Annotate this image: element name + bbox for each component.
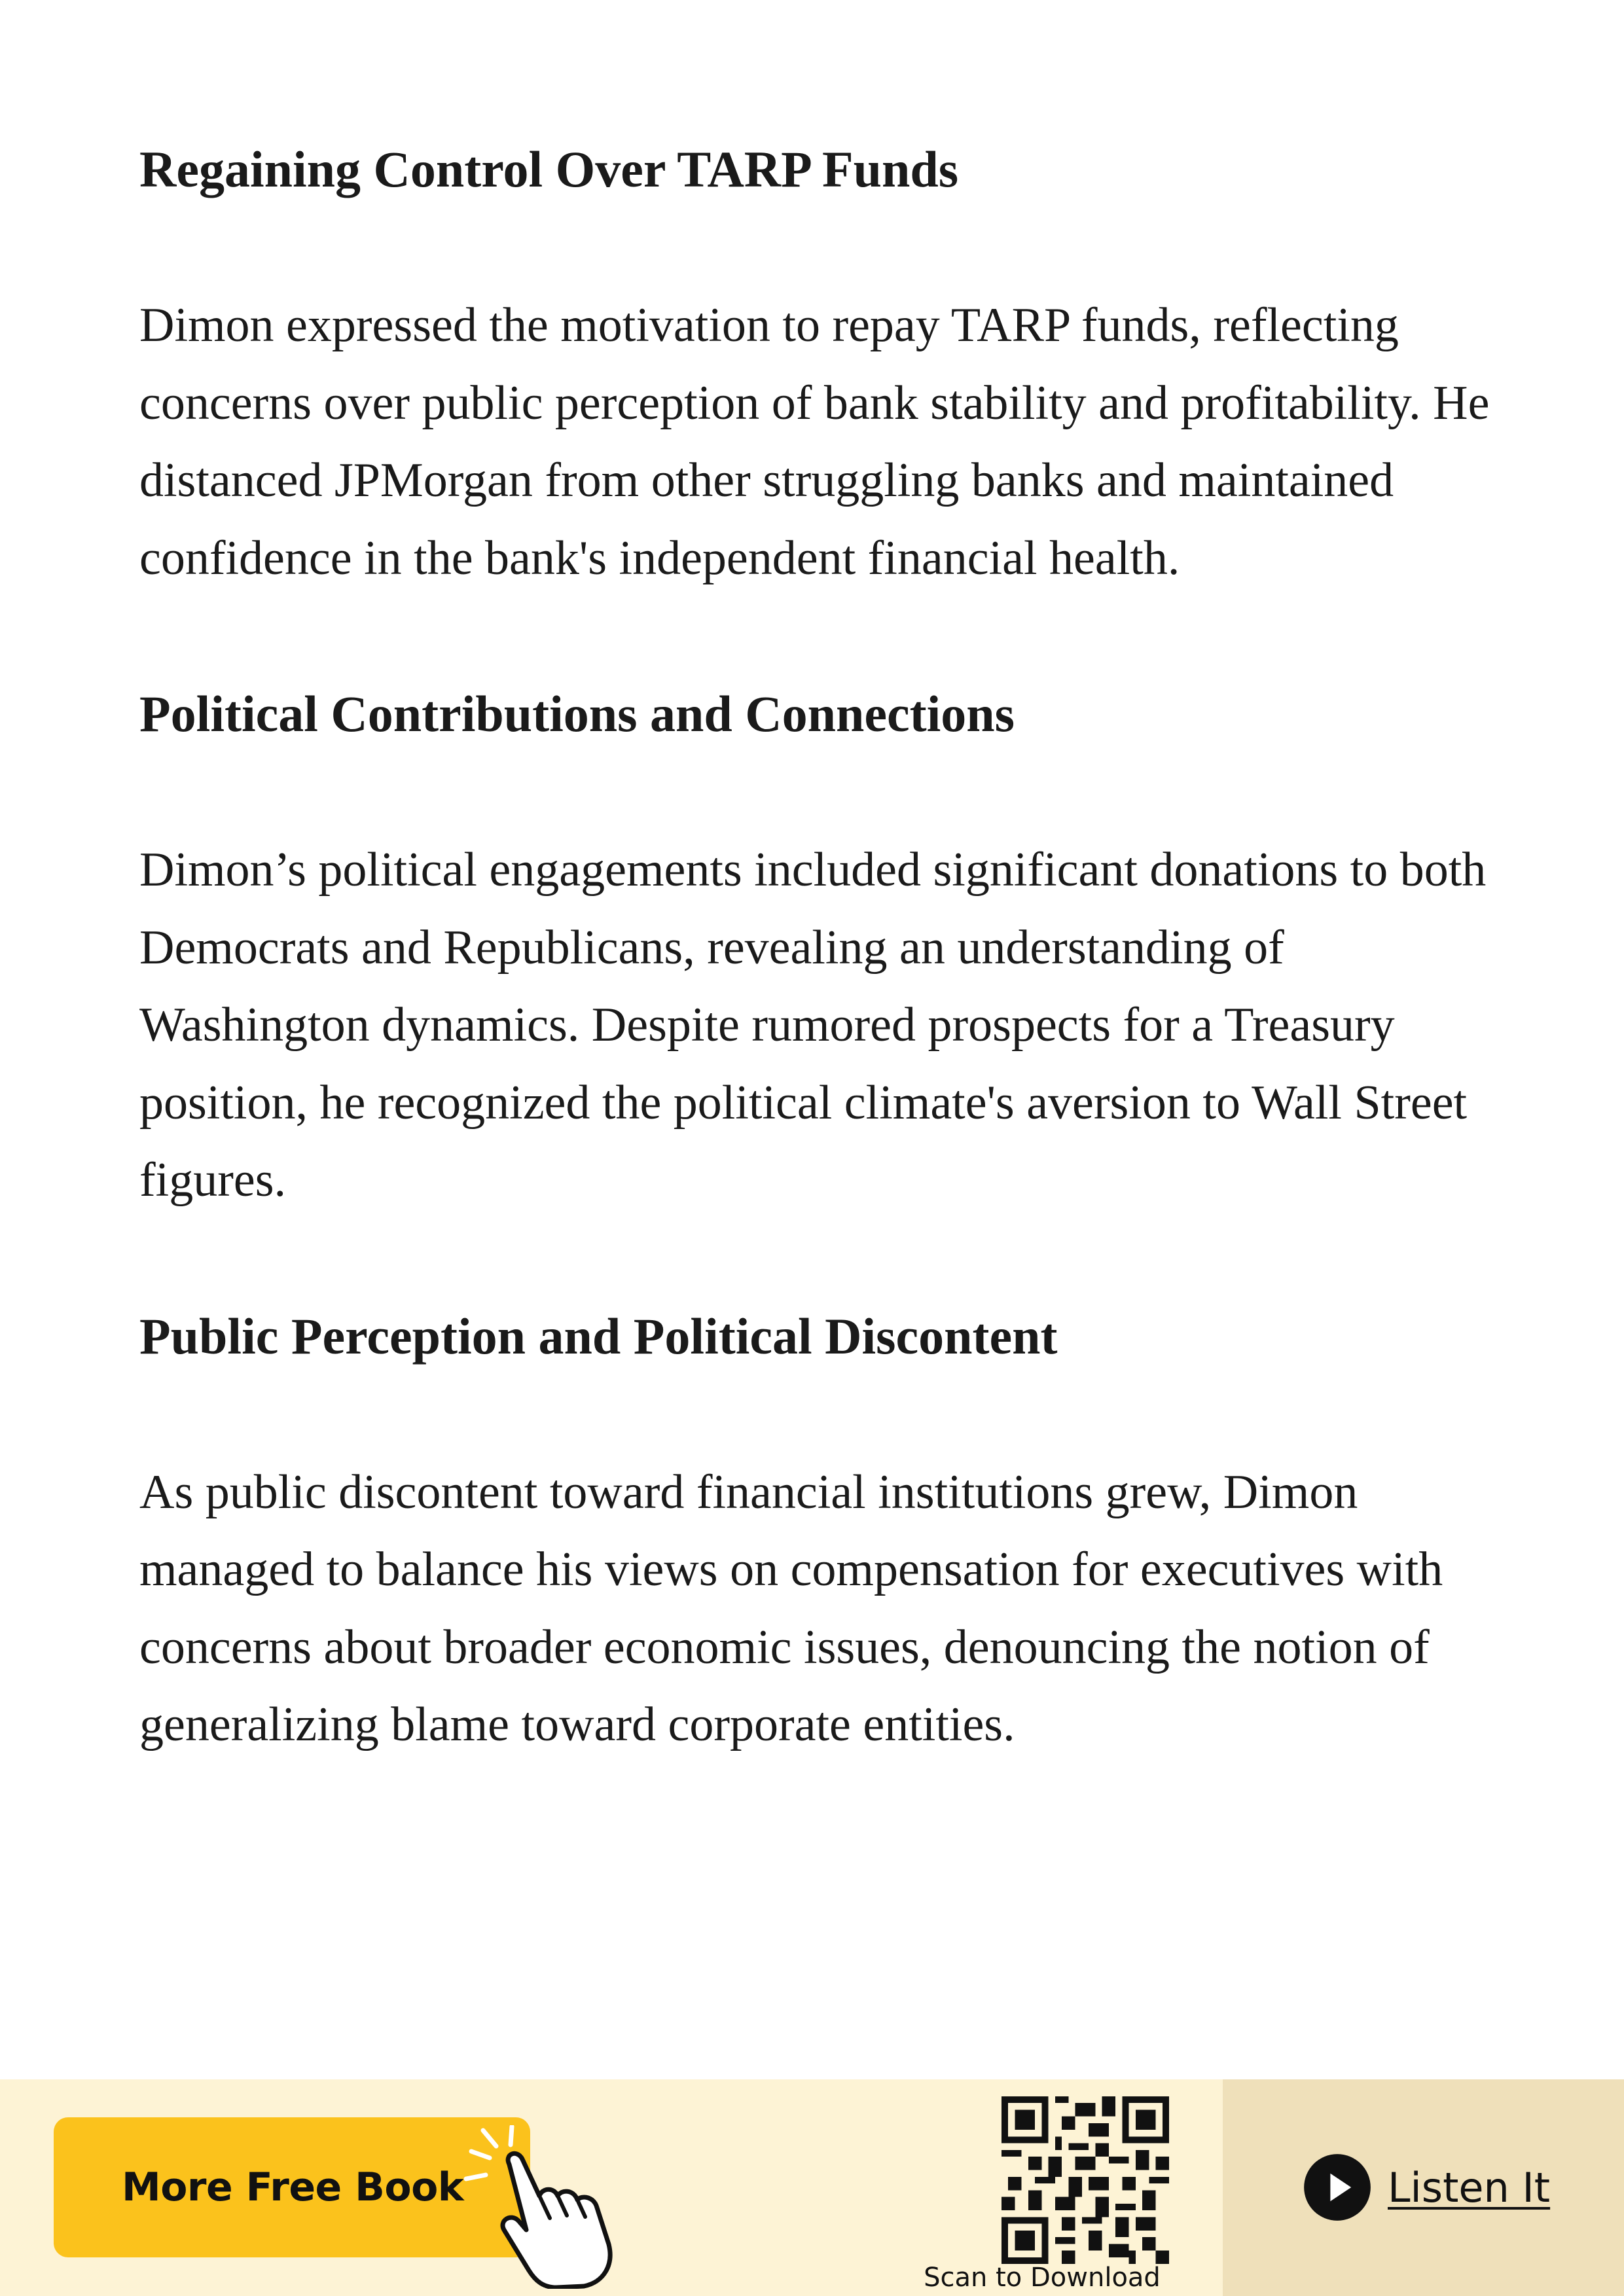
section-heading: Political Contributions and Connections bbox=[139, 685, 1015, 742]
pointing-hand-icon bbox=[458, 2125, 628, 2289]
section-paragraph: Dimon expressed the motivation to repay TARP funds, reflecting concerns over public perception of bank stability and profitability. He distanced JPMorgan from other struggling banks and maintained confidence in the bank's independent financial health. bbox=[139, 298, 1490, 585]
section-heading: Regaining Control Over TARP Funds bbox=[139, 141, 959, 198]
qr-caption: Scan to Download bbox=[924, 2263, 1161, 2293]
section-public-perception bbox=[139, 1298, 1501, 1764]
article-content bbox=[139, 131, 1501, 1842]
section-heading: Public Perception and Political Discontent bbox=[139, 1307, 1058, 1365]
promo-footer bbox=[0, 2079, 1624, 2296]
section-paragraph: As public discontent toward financial institutions grew, Dimon managed to balance his views on compensation for executives with concerns about broader economic issues, denouncing the notion of generalizing blame toward corporate entities. bbox=[139, 1465, 1443, 1751]
listen-it-label: Listen It bbox=[1388, 2163, 1551, 2212]
qr-code-icon bbox=[1001, 2096, 1169, 2264]
section-paragraph: Dimon’s political engagements included significant donations to both Democrats and Republicans, revealing an understanding of Washington dynamics. Despite rumored prospects for a Treasury position, he recognized the political climate's aversion to Wall Street figures. bbox=[139, 843, 1487, 1207]
section-political-contributions bbox=[139, 675, 1501, 1219]
section-tarp bbox=[139, 131, 1501, 597]
listen-it-link[interactable] bbox=[1303, 2153, 1550, 2222]
play-icon bbox=[1303, 2153, 1372, 2222]
more-free-book-label: More Free Book bbox=[122, 2164, 464, 2210]
